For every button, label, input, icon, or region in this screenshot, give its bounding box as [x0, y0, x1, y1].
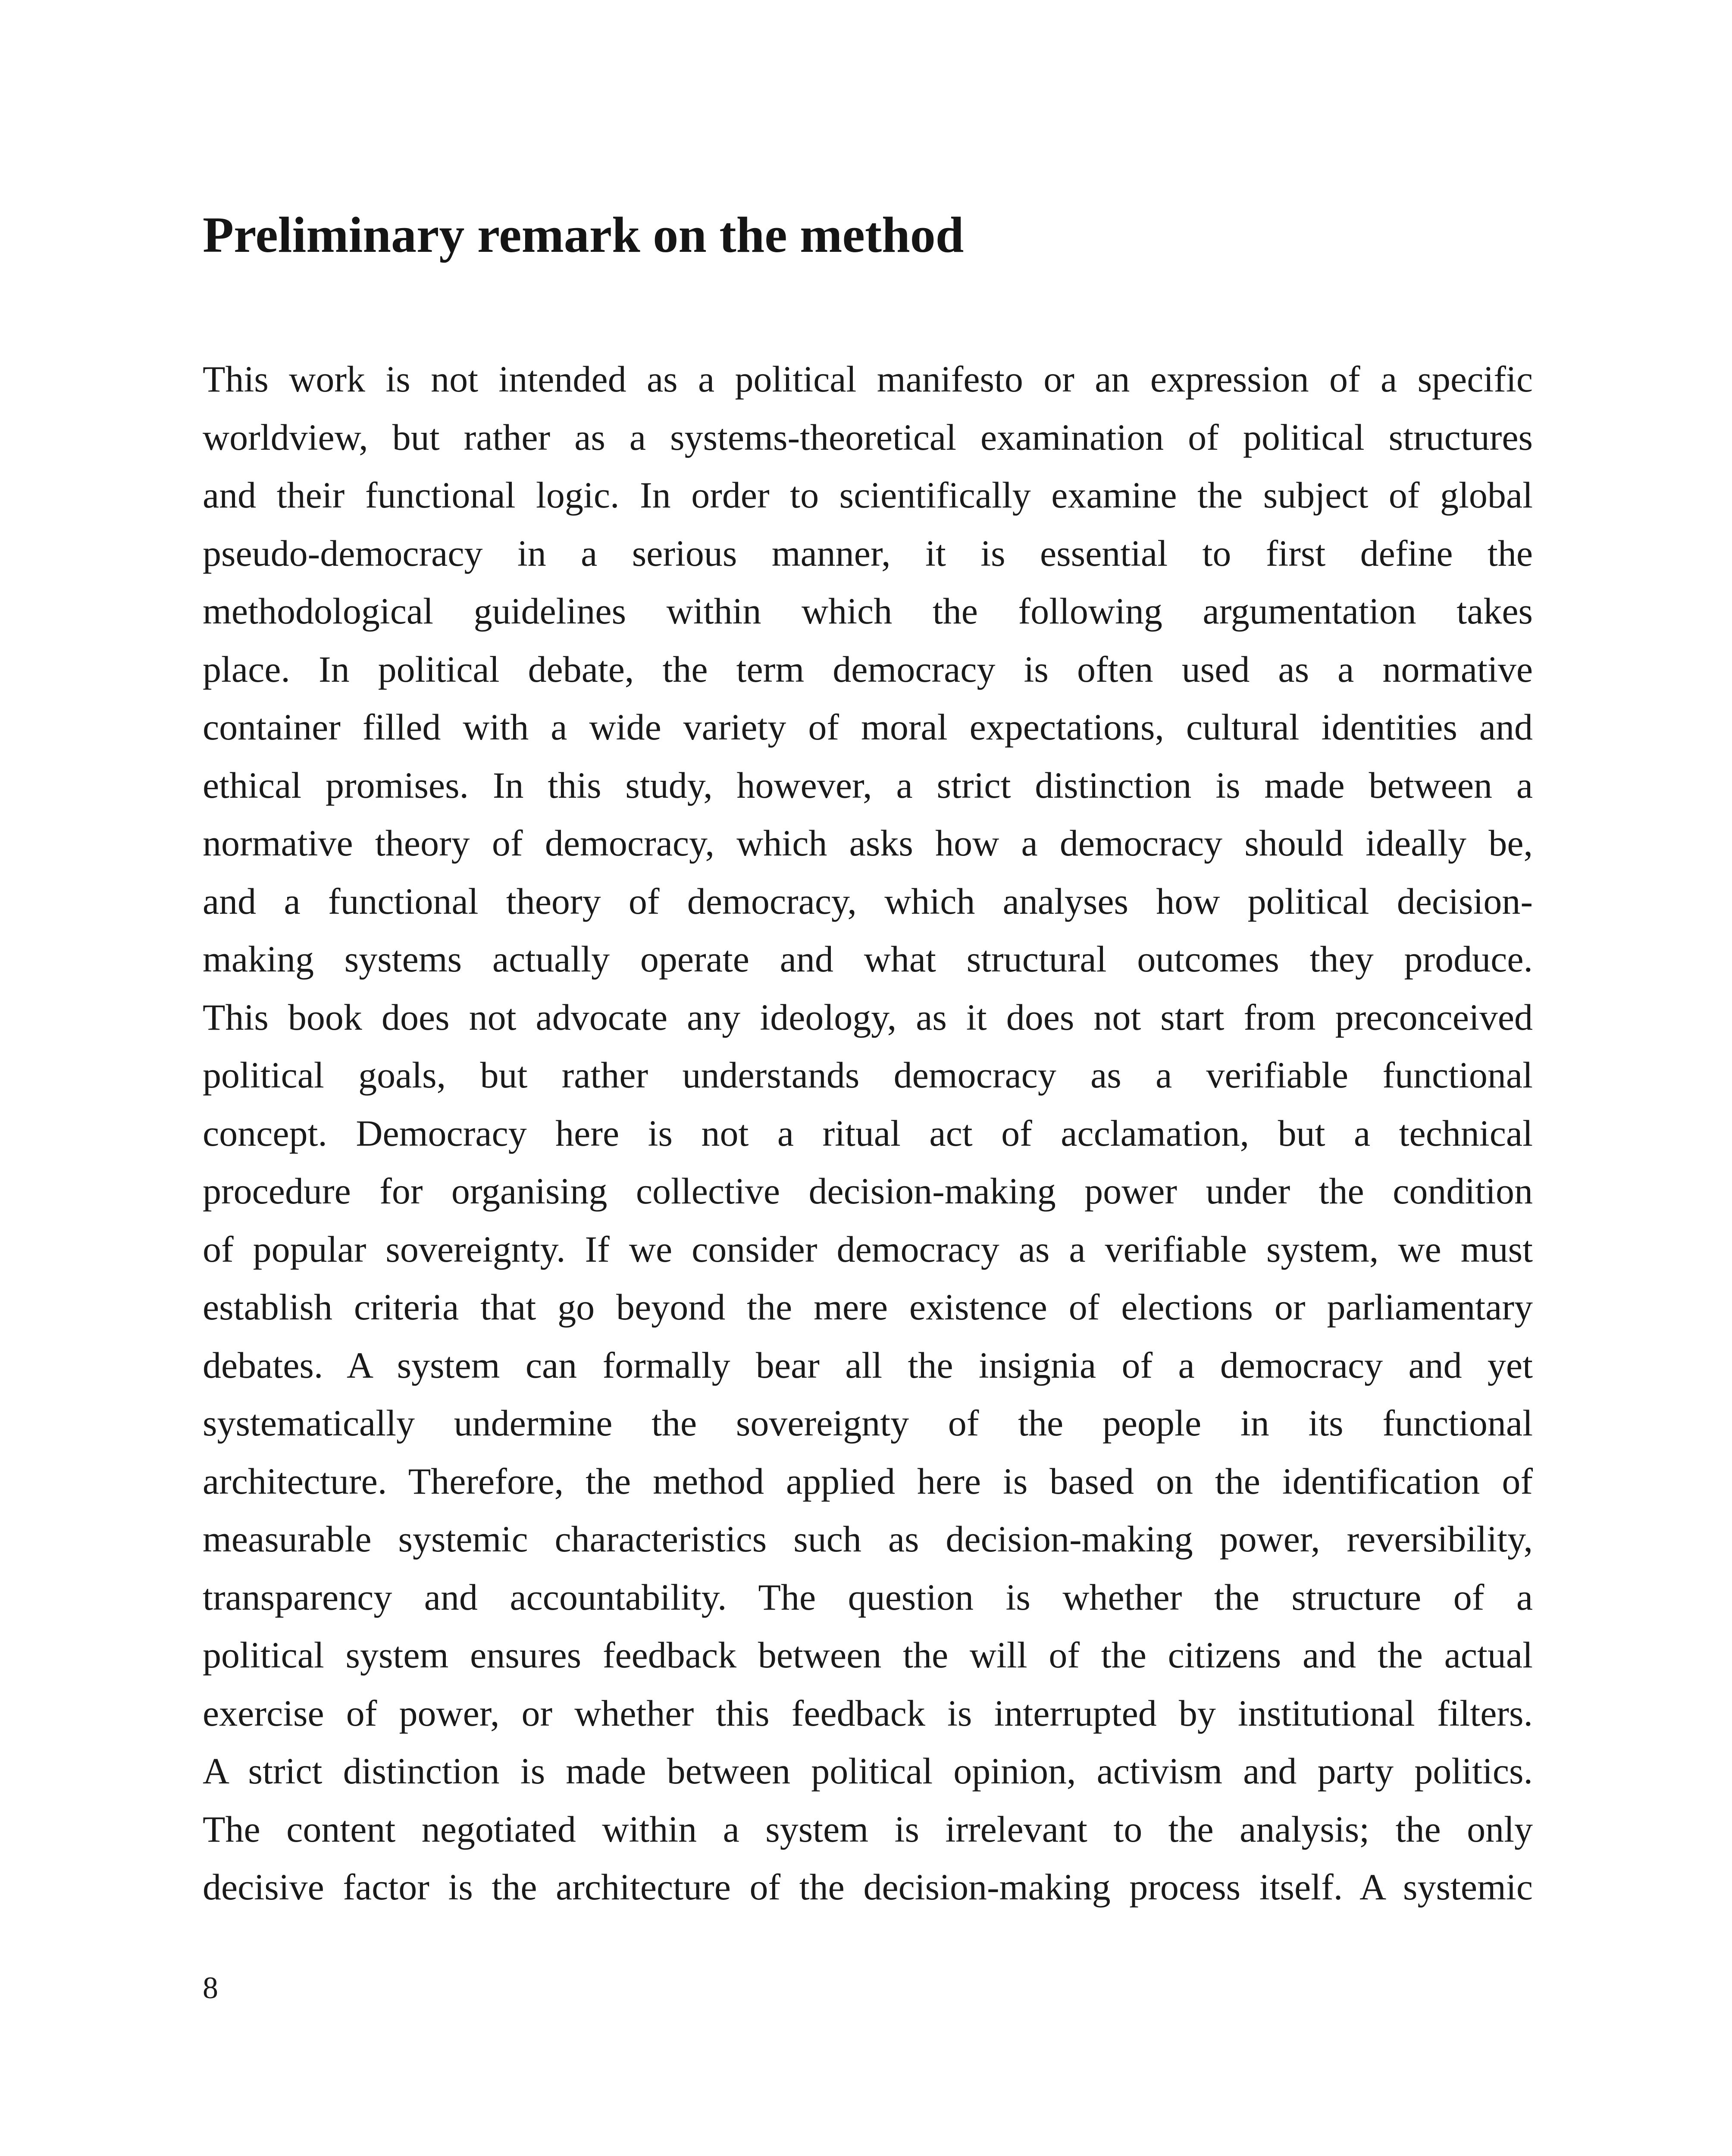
- text-line: worldview, but rather as a systems-theoretical examination of political structures: [203, 416, 1533, 458]
- text-line: The content negotiated within a system is irrelevant to the analysis; the only: [203, 1808, 1533, 1850]
- text-line: normative theory of democracy, which asks how a democracy should ideally be,: [203, 822, 1533, 864]
- text-line: place. In political debate, the term democracy is often used as a normative: [203, 648, 1533, 690]
- text-line: debates. A system can formally bear all the insignia of a democracy and yet: [203, 1344, 1533, 1386]
- text-line: architecture. Therefore, the method applied here is based on the identification of: [203, 1460, 1533, 1502]
- text-line: decisive factor is the architecture of the decision-making process itself. A systemic: [203, 1866, 1533, 1908]
- text-line: of popular sovereignty. If we consider democracy as a verifiable system, we must: [203, 1228, 1533, 1270]
- text-line: systematically undermine the sovereignty of the people in its functional: [203, 1402, 1533, 1444]
- page-number: 8: [203, 1971, 218, 2005]
- text-line: establish criteria that go beyond the mere existence of elections or parliamentary: [203, 1286, 1533, 1328]
- text-line: transparency and accountability. The question is whether the structure of a: [203, 1576, 1533, 1618]
- text-line: A strict distinction is made between political opinion, activism and party politics.: [203, 1750, 1533, 1792]
- text-line: making systems actually operate and what structural outcomes they produce.: [203, 938, 1533, 980]
- section-heading: Preliminary remark on the method: [203, 207, 964, 263]
- text-line: container filled with a wide variety of moral expectations, cultural identities and: [203, 706, 1533, 748]
- text-line: pseudo-democracy in a serious manner, it is essential to first define the: [203, 532, 1533, 574]
- text-line: This work is not intended as a political manifesto or an expression of a specific: [203, 358, 1533, 400]
- body-paragraph: [203, 350, 1533, 1916]
- text-line: procedure for organising collective decision-making power under the condition: [203, 1170, 1533, 1212]
- text-line: and a functional theory of democracy, which analyses how political decision-: [203, 880, 1533, 922]
- text-line: political system ensures feedback between the will of the citizens and the actual: [203, 1634, 1533, 1676]
- text-line: political goals, but rather understands democracy as a verifiable functional: [203, 1054, 1533, 1096]
- text-line: concept. Democracy here is not a ritual act of acclamation, but a technical: [203, 1112, 1533, 1154]
- text-line: measurable systemic characteristics such as decision-making power, reversibility,: [203, 1518, 1533, 1560]
- text-line: This book does not advocate any ideology, as it does not start from preconceived: [203, 996, 1533, 1038]
- text-line: exercise of power, or whether this feedback is interrupted by institutional filters.: [203, 1692, 1533, 1734]
- text-line: methodological guidelines within which the following argumentation takes: [203, 590, 1533, 632]
- text-line: and their functional logic. In order to scientifically examine the subject of global: [203, 474, 1533, 516]
- text-line: ethical promises. In this study, however, a strict distinction is made between a: [203, 764, 1533, 806]
